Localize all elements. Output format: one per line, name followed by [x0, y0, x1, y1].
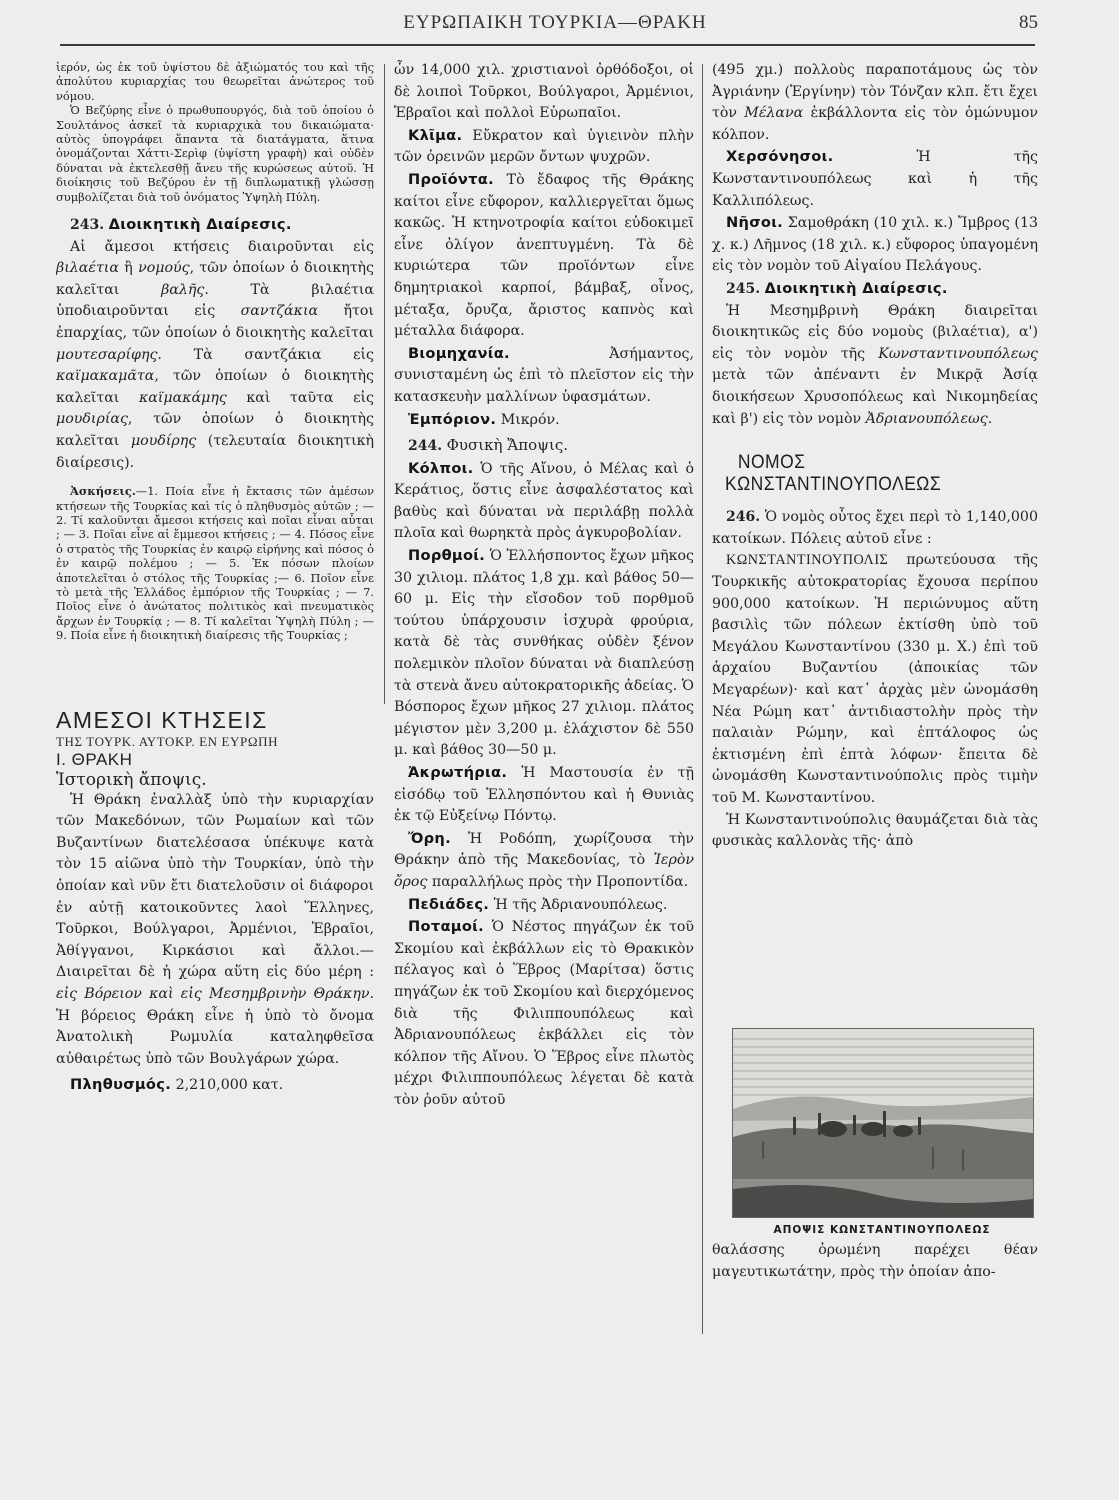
exercises-text: —1. Ποία εἶνε ἡ ἔκτασις τῶν ἀμέσων κτήσεων τῆς Τουρκίας καὶ τίς ὁ πληθυσμὸς αὐτῶν ; — 2. Τί καλοῦνται ἄμεσοι κτήσεις καὶ ποῖαι εἶναι αὗται ; — 3. Ποῖαι εἶνε αἱ ἔμμεσοι κτήσεις ; — 4. Πόσος εἶνε ὁ στρατὸς τῆς Τουρκίας ἐν καιρῷ εἰρήνης καὶ πόσος ὁ ἐν καιρῷ πολέμου ; — 5. Ἐκ πόσων πλοίων ἀποτελεῖται ὁ στόλος τῆς Τουρκίας ;— 6. Ποῖον εἶνε τὸ μετὰ τῆς Ἑλλάδος ἐμπόριον τῆς Τουρκίας ; — 7. Ποῖος εἶνε ὁ ἀνώτατος πολιτικὸς καὶ πνευματικὸς ἄρχων ἐν Τουρκίᾳ ; — 8. Τί καλεῖται Ὑψηλὴ Πύλη ; — 9. Ποία εἶνε ἡ διοικητικὴ διαίρεσις τῆς Τουρκίας ; [56, 484, 374, 643]
population-value: 2,210,000 κατ. [175, 1077, 284, 1094]
exercises-label: Ἀσκήσεις. [70, 484, 136, 499]
section-243 [56, 214, 374, 474]
rivers: Ποταμοί. Ὁ Νέστος πηγάζων ἐκ τοῦ Σκομίου καὶ ἐκβάλλων εἰς τὸ Θρακικὸν πέλαγος καὶ ὁ Ἕβρος (Μαρίτσα) ὅστις πηγάζων ἐκ τοῦ Σκομίου καὶ διερχόμενος διὰ τῆς Φιλιππουπόλεως καὶ Ἀδριανουπόλεως ἐκβάλλει εἰς τὸν κόλπον τῆς Αἴνου. Ὁ Ἕβρος εἶνε πλωτὸς μέχρι Φιλιππουπόλεως λέγεται δὲ κατὰ τὸν ῥοῦν αὐτοῦ [394, 918, 694, 1108]
engraving-image [733, 1029, 1033, 1217]
section-246: 246. Ὁ νομὸς οὗτος ἔχει περὶ τὸ 1,140,000 κατοίκων. Πόλεις αὐτοῦ εἶνε : [712, 509, 1038, 547]
products: Προϊόντα. Τὸ ἔδαφος τῆς Θράκης καίτοι εἶνε εὔφορον, καλλιεργεῖται ὅμως κακῶς. Ἡ κτηνοτροφία καίτοι εὐδοκιμεῖ εἶνε ὀλίγον ἀνεπτυγμένη. Τὰ δὲ κυριώτερα τῶν προϊόντων εἶνε δημητριακοὶ καρποί, βάμβαξ, οἶνος, μέταξα, ὄρυζα, ἄριστος καπνὸς καὶ μέταλλα διάφορα. [394, 170, 694, 340]
heading-subtitle: ΤΗΣ ΤΟΥΡΚ. ΑΥΤΟΚΡ. ΕΝ ΕΥΡΩΠΗ [56, 733, 279, 749]
section-title: Διοικητικὴ Διαίρεσις. [108, 216, 292, 234]
mountains: Ὄρη. Ἡ Ροδόπη, χωρίζουσα τὴν Θράκην ἀπὸ τῆς Μακεδονίας, τὸ Ἱερὸν ὄρος παραλλήλως πρὸς τὴν Προποντίδα. [394, 829, 694, 890]
history-text [56, 790, 374, 1097]
paragraph: θαλάσσης ὁρωμένη παρέχει θέαν μαγευτικωτάτην, πρὸς τὴν ὁποίαν ἀπο- [712, 1242, 1038, 1280]
peninsulas: Χερσόνησοι. Ἡ τῆς Κωνσταντινουπόλεως καὶ ἡ τῆς Καλλιπόλεως. [712, 148, 1038, 209]
paragraph: Αἱ ἄμεσοι κτήσεις διαιροῦνται εἰς βιλαέτια ἢ νομούς, τῶν ὁποίων ὁ διοικητὴς καλεῖται βαλῆς. Τὰ βιλαέτια ὑποδιαιροῦνται εἰς σαντζάκια ἤτοι ἐπαρχίας, τῶν ὁποίων ὁ διοικητὴς καλεῖται μουτεσαρίφης. Τὰ σαντζάκια εἰς καϊμακαμᾶτα, τῶν ὁποίων ὁ διοικητὴς καλεῖται καϊμακάμης καὶ ταῦτα εἰς μουδιρίας, τῶν ὁποίων ὁ διοικητὴς καλεῖται μουδίρης (τελευταία διοικητικὴ διαίρεσις). [56, 238, 374, 471]
section-244-heading: 244. Φυσικὴ Ἄποψις. [408, 436, 569, 455]
population [56, 1074, 374, 1097]
paragraph: Ὁ Βεζύρης εἶνε ὁ πρωθυπουργός, διὰ τοῦ ὁποίου ὁ Σουλτάνος ἀσκεῖ τὰ κυριαρχικὰ του δικαιώματα· αὐτὸς ὑπογράφει ἅπαντα τὰ διατάγματα, ἅτινα ὀνομάζονται Χάττι-Σερὶφ (ὑψίστη γραφὴ) καὶ οὐδὲν δύναται νὰ ἐκτελεσθῇ ἄνευ τῆς κυρώσεως αὐτοῦ. Ἡ διοίκησις τοῦ Βεζύρου ἐν τῇ διπλωματικῇ γλώσσῃ συμβολίζεται διὰ τοῦ ὀνόματος Ὑψηλὴ Πύλη. [56, 103, 374, 204]
header-rule [60, 44, 1035, 46]
column-2 [394, 60, 694, 1350]
page-header [60, 8, 1050, 44]
trade: Ἐμπόριον. Μικρόν. [408, 410, 560, 428]
plains: Πεδιάδες. Ἡ τῆς Ἀδριανουπόλεως. [408, 895, 668, 913]
illustration-caption: ΑΠΟΨΙΣ ΚΩΝΣΤΑΝΤΙΝΟΥΠΟΛΕΩΣ [773, 1224, 991, 1236]
constantinople-view-illustration [732, 1028, 1034, 1218]
capes: Ἀκρωτήρια. Ἡ Μαστουσία ἐν τῇ εἰσόδῳ τοῦ Ἑλλησπόντου καὶ ἡ Θυνιὰς ἐκ τῷ Εὐξείνῳ Πόντῳ. [394, 764, 694, 825]
constantinople-paragraph: ΚΩΝΣΤΑΝΤΙΝΟΥΠΟΛΙΣ πρωτεύουσα τῆς Τουρκικῆς αὐτοκρατορίας ἔχουσα περίπου 900,000 κατοίκων. Ἡ περιώνυμος αὕτη βασιλὶς τῶν πόλεων ἐκτίσθη ὑπὸ τοῦ Μεγάλου Κωνσταντίνου (330 μ. Χ.) ἐπὶ τοῦ ἀρχαίου Βυζαντίου (ἀποικίας τῶν Μεγαρέων)· καὶ κατ᾽ ἀρχὰς μὲν ὠνομάσθη Νέα Ρώμη κατ᾽ ἀντιδιαστολὴν πρὸς τὴν παλαιὰν Ρώμην, καὶ ἑπτάλοφος ὡς ἐκτισμένη ἐπὶ ἑπτὰ λόφων· ἔπειτα δὲ ὠνομάσθη Κωνσταντινούπολις πρὸς τιμὴν τοῦ Μ. Κωνσταντίνου. [712, 552, 1038, 806]
climate: Κλῖμα. Εὔκρατον καὶ ὑγιεινὸν πλὴν τῶν ὀρεινῶν μερῶν ὄντων ψυχρῶν. [394, 126, 694, 166]
column-divider-left [384, 64, 385, 704]
heading-direct-possessions: ΑΜΕΣΟΙ ΚΤΗΣΕΙΣ [56, 706, 268, 733]
paragraph: ἱερόν, ὡς ἐκ τοῦ ὑψίστου δὲ ἀξιώματός του καὶ τῆς ἀπολύτου κυριαρχίας του θεωρεῖται ἀνώτερος τοῦ νόμου. [56, 60, 374, 103]
industry: Βιομηχανία. Ἀσήμαντος, συνισταμένη ὡς ἐπὶ τὸ πλεῖστον εἰς τὴν κατασκευὴν μαλλίνων ὑφασμάτων. [394, 344, 694, 405]
population-label: Πληθυσμός. [70, 1076, 172, 1094]
gulfs: Κόλποι. Ὁ τῆς Αἴνου, ὁ Μέλας καὶ ὁ Κεράτιος, ὅστις εἶνε ἀσφαλέστατος καὶ βαθὺς καὶ δύναται νὰ περιλάβῃ πολλὰ πλοῖα καὶ θωρηκτὰ πρὸς ἀγκυροβολίαν. [394, 459, 694, 542]
heading-history: Ἱστορικὴ ἄποψις. [56, 769, 207, 790]
section-245: 245. Διοικητικὴ Διαίρεσις. [726, 279, 948, 297]
straits: Πορθμοί. Ὁ Ἑλλήσποντος ἔχων μῆκος 30 χιλιομ. πλάτος 1,8 χμ. καὶ βάθος 50—60 μ. Εἰς τὴν εἴσοδον τοῦ πορθμοῦ τούτου ὑπάρχουσιν ἰσχυρὰ φρούρια, κατὰ δὲ τὰς συνθήκας οὐδὲν ξένον πολεμικὸν πλοῖον δύναται νὰ διαπλεύσῃ τὰ στενὰ ἄνευ αὐτοκρατορικῆς ἀδείας. Ὁ Βόσπορος ἔχων μῆκος 27 χιλιομ. πλάτος μέγιστον μὲν 3,200 μ. ἐλάχιστον δὲ 550 μ. καὶ βάθος 30—50 μ. [394, 547, 694, 759]
column-1 [56, 60, 374, 1350]
column-3 [712, 60, 1038, 1080]
paragraph: Ἡ Κωνσταντινούπολις θαυμάζεται διὰ τὰς φυσικὰς καλλονὰς τῆς· ἀπὸ [712, 811, 1038, 850]
islands: Νῆσοι. Σαμοθράκη (10 χιλ. κ.) Ἴμβρος (13 χ. κ.) Λῆμνος (18 χιλ. κ.) εὔφορος ὑπαγομένη εἰς τὸν νομὸν τοῦ Αἰγαίου Πελάγους. [712, 214, 1038, 275]
heading-thrace: Ι. ΘΡΑΚΗ [56, 749, 133, 769]
paragraph: Ἡ Μεσημβρινὴ Θράκη διαιρεῖται διοικητικῶς εἰς δύο νομοὺς (βιλαέτια), α') εἰς τὸν νομὸν τῆς Κωνσταντινουπόλεως μετὰ τῶν ἀπέναντι ἐν Μικρᾷ Ἀσίᾳ διοικήσεων Χρυσοπόλεως καὶ Νικομηδείας καὶ β') εἰς τὸν νομὸν Ἀδριανουπόλεως. [712, 302, 1038, 427]
exercises [56, 484, 374, 642]
paragraph: (495 χμ.) πολλοὺς παραποτάμους ὡς τὸν Ἀγριάνην (Ἐργίνην) τὸν Τόνζαν κλπ. ἔτι ἔχει τὸν Μέλανα ἐκβάλλοντα εἰς τὸν ὁμώνυμον κόλπον. [712, 62, 1038, 143]
section-number: 243. [70, 217, 105, 234]
running-title: ΕΥΡΩΠΑΙΚΗ ΤΟΥΡΚΙΑ—ΘΡΑΚΗ [403, 12, 707, 33]
page-number: 85 [1019, 12, 1038, 33]
column-divider-right [702, 64, 703, 1334]
heading-nomos-constantinople: ΝΟΜΟΣ ΚΩΝΣΤΑΝΤΙΝΟΥΠΟΛΕΩΣ [725, 452, 942, 495]
after-caption-text [712, 1240, 1038, 1300]
intro-text [56, 60, 374, 204]
paragraph: ὧν 14,000 χιλ. χριστιανοὶ ὀρθόδοξοι, οἱ δὲ λοιποὶ Τοῦρκοι, Βούλγαροι, Ἀρμένιοι, Ἑβραῖοι καὶ πολλοὶ Εὐρωπαῖοι. [394, 62, 694, 122]
paragraph: Ἡ Θράκη ἐναλλὰξ ὑπὸ τὴν κυριαρχίαν τῶν Μακεδόνων, τῶν Ρωμαίων καὶ τῶν Βυζαντίνων διατελέσασα ὑπέκυψε κατὰ τὸν 15 αἰῶνα ὑπὸ τὴν Τουρκίαν, ὑπὸ τὴν ὁποίαν καὶ νῦν ἔτι διατελοῦσιν οἱ διάφοροι ἐν αὐτῇ κατοικοῦντες λαοὶ Ἕλληνες, Τοῦρκοι, Βούλγαροι, Ἀρμένιοι, Ἑβραῖοι, Ἀθίγγανοι, Κιρκάσιοι καὶ ἄλλοι.— Διαιρεῖται δὲ ἡ χώρα αὕτη εἰς δύο μέρη : εἰς Βόρειον καὶ εἰς Μεσημβρινὴν Θράκην. Ἡ βόρειος Θράκη εἶνε ἡ ὑπὸ τὸ ὄνομα Ἀνατολικὴ Ρωμυλία καταληφθεῖσα αὐθαιρέτως ὑπὸ τῶν Βουλγάρων χώρα. [56, 791, 374, 1067]
